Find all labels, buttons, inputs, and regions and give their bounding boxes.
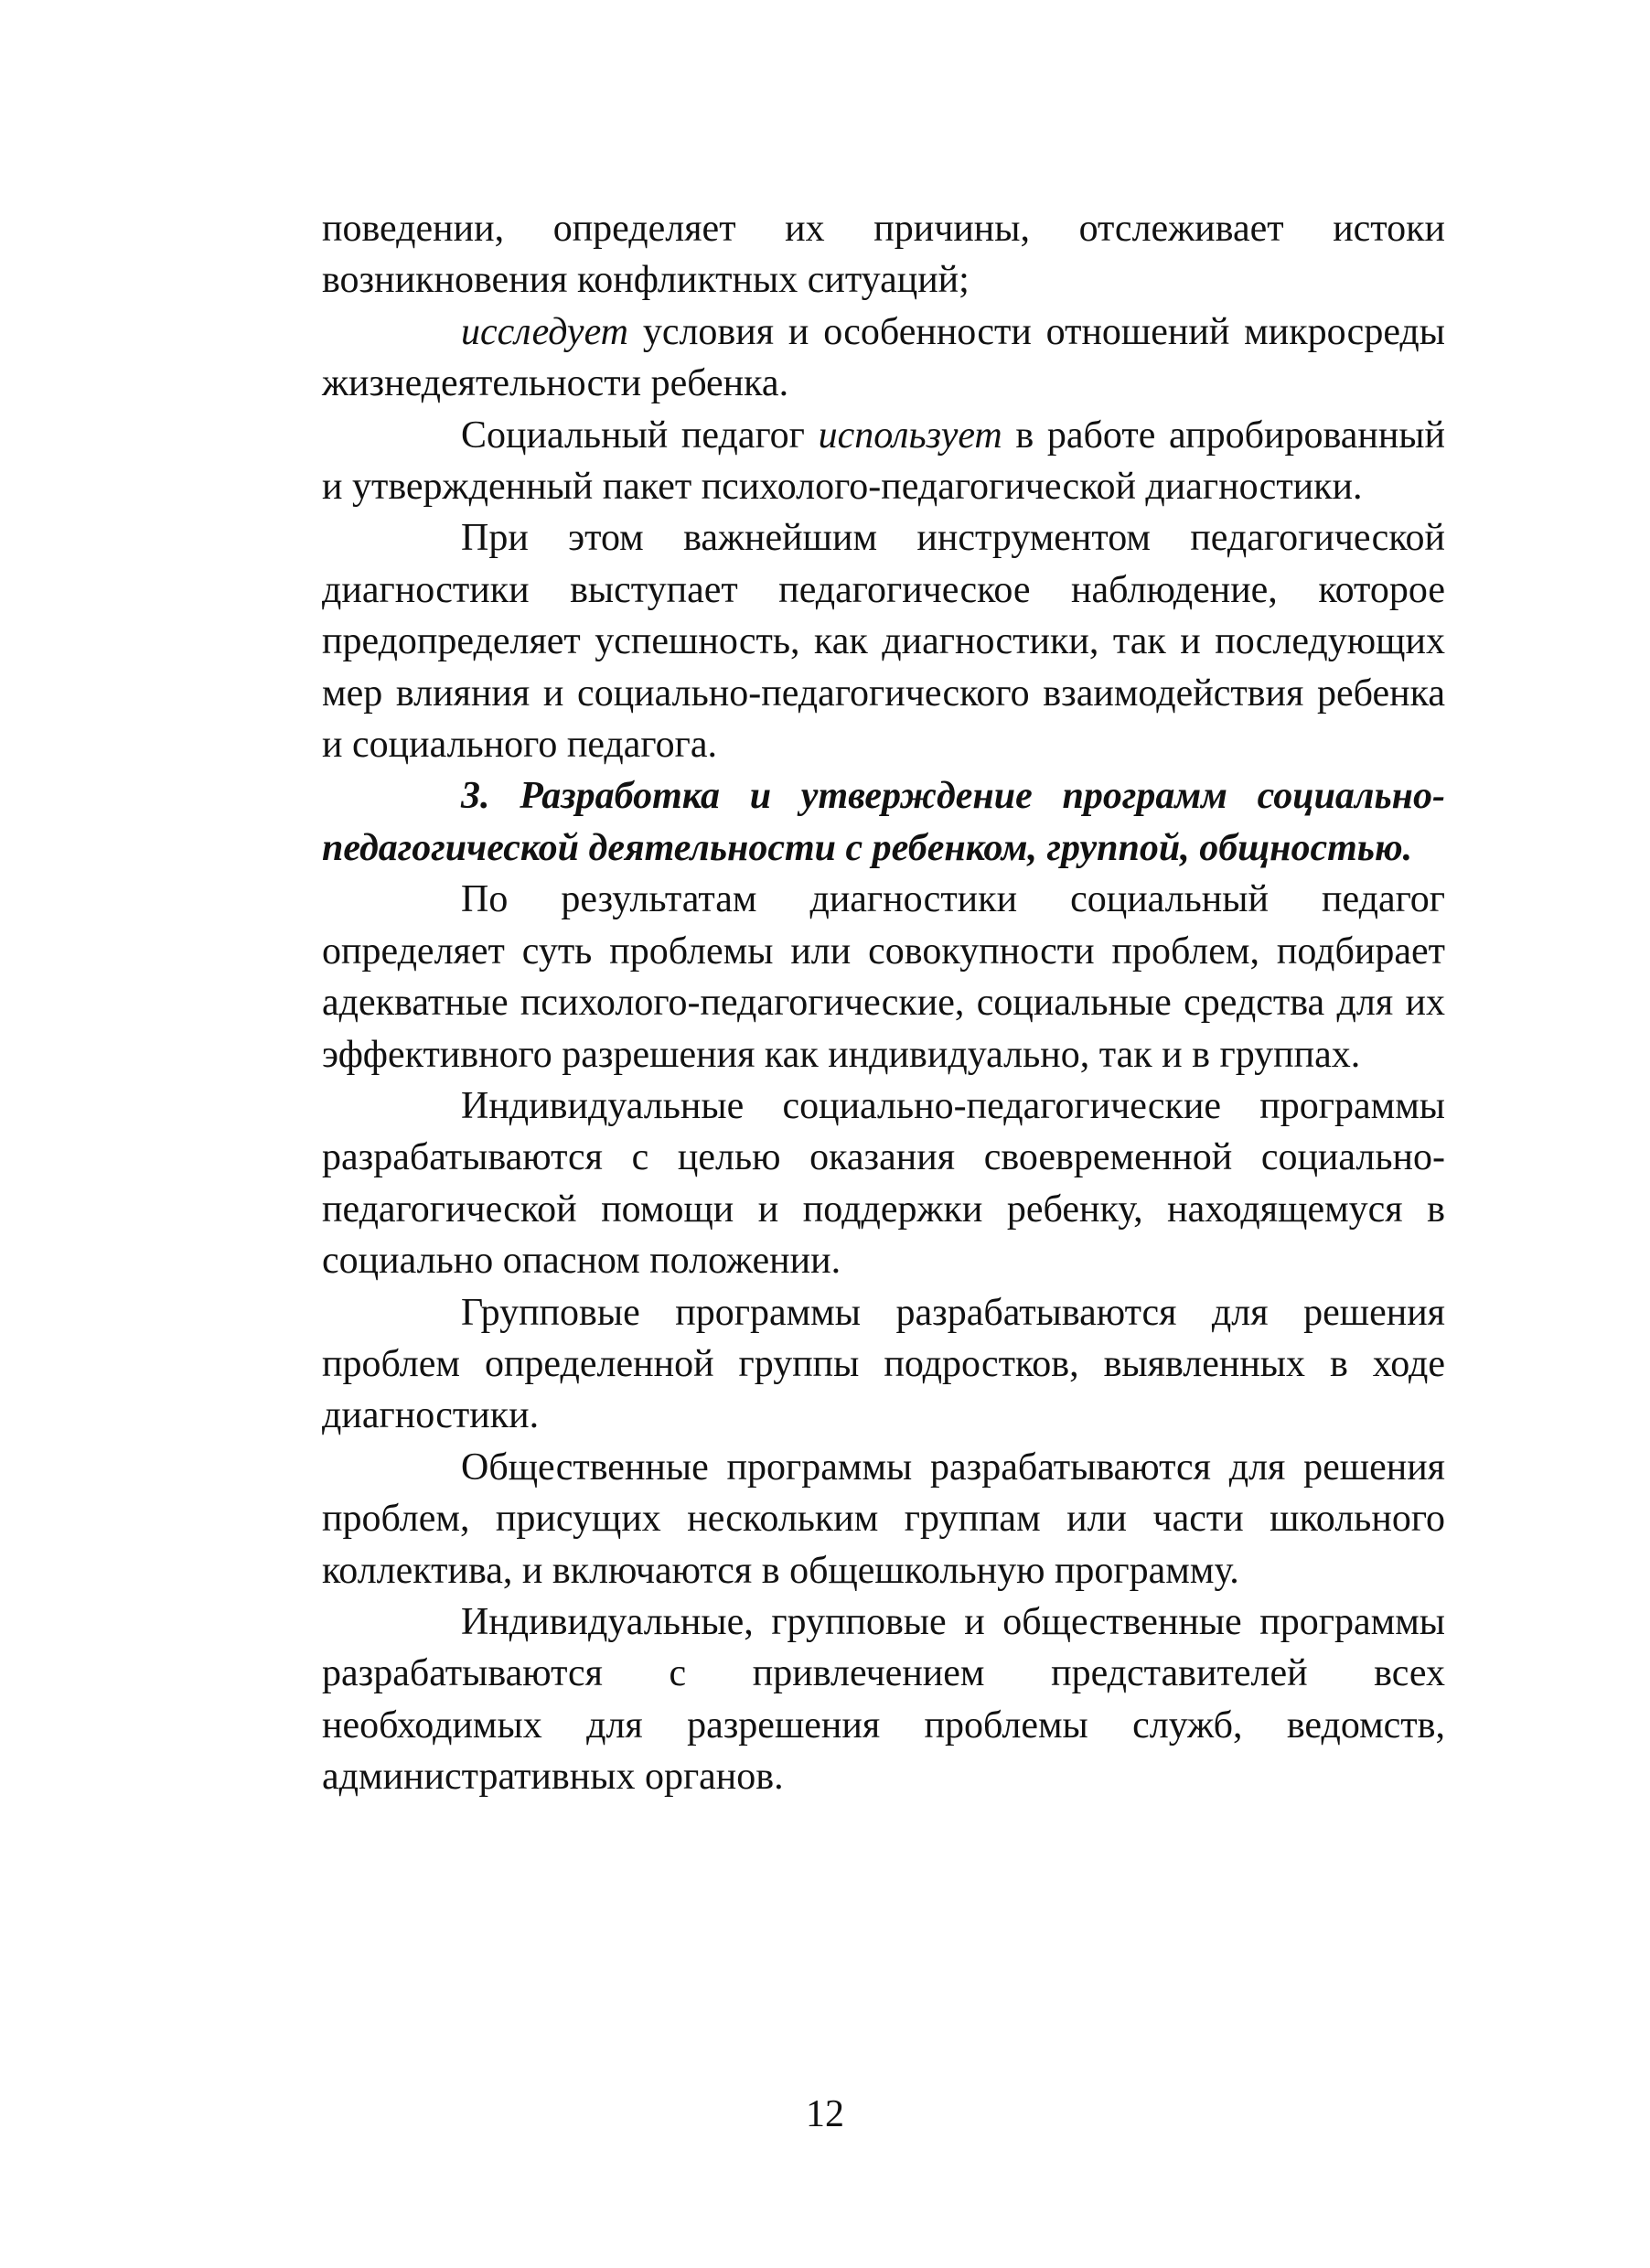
paragraph-text: При этом важнейшим инструментом педагогической диагностики выступает педагогическое наблюдение, которое предопределяет успешность, как диагностики, так и последующих мер влияния и социально-педагогического взаимодействия ребенка и социального педагога. [322,517,1445,767]
paragraph-text: условия и особенности отношений микросреды жизнедеятельности ребенка. [322,310,1445,405]
paragraph-ispolzuet [322,410,1445,513]
emphasis-text: использует [818,414,1002,457]
paragraph-issleduet [322,306,1445,410]
paragraph-public-programs [322,1442,1445,1596]
paragraph-text-after: в работе апробированный и утвержденный пакет психолого-педагогической диагностики. [322,414,1446,509]
paragraph-text: Общественные программы разрабатываются для решения проблем, присущих нескольким группам или части школьного коллектива, и включаются в общешкольную программу. [322,1446,1445,1592]
paragraph-text: Групповые программы разрабатываются для решения проблем определенной группы подростков, выявленных в ходе диагностики. [322,1291,1445,1437]
section-heading-text: 3. Разработка и утверждение программ социально-педагогической деятельности с ребенком, группой, общностью. [322,775,1445,869]
paragraph-diagnostics-results [322,874,1445,1080]
paragraph-observation [322,512,1445,770]
emphasis-text: исследует [461,310,628,353]
paragraph-text: Индивидуальные социально-педагогические программы разрабатываются с целью оказания своевременной социально-педагогической помощи и поддержки ребенку, находящемуся в социально опасном положении. [322,1084,1445,1283]
paragraph-continuation [322,203,1445,306]
paragraph-text: поведении, определяет их причины, отслеживает истоки возникновения конфликтных ситуаций; [322,208,1445,302]
paragraph-text-before: Социальный педагог [461,414,819,457]
paragraph-individual-programs [322,1080,1445,1287]
paragraph-text: Индивидуальные, групповые и общественные программы разрабатываются с привлечением представителей всех необходимых для разрешения проблемы служб, ведомств, административных органов. [322,1600,1445,1799]
paragraph-group-programs [322,1287,1445,1442]
page-number: 12 [806,2093,844,2135]
paragraph-all-programs [322,1596,1445,1803]
section-heading [322,770,1445,874]
paragraph-text: По результатам диагностики социальный педагог определяет суть проблемы или совокупности проблем, подбирает адекватные психолого-педагогические, социальные средства для их эффективного разрешения как индивидуально, так и в группах. [322,878,1445,1076]
page-body [322,203,1445,1803]
